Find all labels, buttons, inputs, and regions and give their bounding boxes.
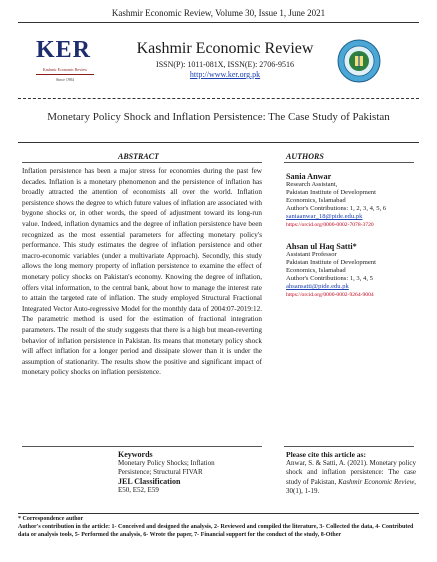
keywords-block: [118, 450, 246, 495]
logo-letters: KER: [36, 37, 92, 63]
header-rule: [18, 22, 419, 23]
author-card: [286, 172, 421, 229]
keywords-rule: [22, 446, 262, 447]
footer-notes: [18, 515, 419, 539]
author-contributions: Author's Contributions: 1, 2, 3, 4, 5, 6: [286, 205, 387, 212]
logo-since: Since 1984: [56, 77, 74, 82]
keywords-text: Monetary Policy Shocks; Inflation Persistence; Structural FIVAR: [118, 459, 215, 476]
running-head: Kashmir Economic Review, Volume 30, Issue 1, June 2021: [111, 8, 326, 18]
citation-text: [286, 459, 416, 497]
author-name: Sania Anwar: [286, 172, 332, 181]
citation-heading: Please cite this article as:: [286, 450, 366, 459]
correspondence-note: * Correspondence author: [18, 516, 84, 522]
logo-subtitle: Kashmir Economic Review: [42, 67, 88, 72]
ker-logo: [30, 37, 100, 91]
citation-rule: [284, 446, 414, 447]
university-seal-icon: [337, 39, 381, 83]
author-affiliation: Economics, Islamabad: [286, 197, 346, 204]
paper-title: Monetary Policy Shock and Inflation Persistence: The Case Study of Pakistan: [47, 111, 390, 123]
author-affiliation: Pakistan Institute of Development: [286, 259, 376, 266]
abstract-rule: [22, 162, 262, 163]
header-dashed-rule: [18, 98, 419, 99]
contribution-note: Author's contribution in the article: 1- Conceived and designed the analysis, 2- Reviewed and compiled the literature, 3- Collected the data, 4- Contributed data or analysis tools, 5- Performed the analysis, 6- Wrote the paper, 7- Financial support for the conduct of the study, 8-Other: [18, 524, 414, 538]
author-email-link[interactable]: ahsansatti@pide.edu.pk: [286, 283, 349, 290]
jel-heading: JEL Classification: [118, 477, 181, 486]
author-contributions: Author's Contributions: 1, 3, 4, 5: [286, 275, 373, 282]
citation-part: Anwar, S. & Satti, A. (2021). Monetary policy shock and inflation persistence: The case study of Pakistan,: [286, 459, 416, 486]
authors-heading: AUTHORS: [286, 152, 324, 161]
author-affiliation: Pakistan Institute of Development: [286, 189, 376, 196]
abstract-heading: ABSTRACT: [118, 152, 159, 161]
footer-rule: [18, 513, 419, 514]
citation-part: , 30(1), 1-19.: [286, 477, 416, 496]
logo-divider: [36, 74, 94, 75]
author-role: Research Assistant,: [286, 181, 338, 188]
citation-block: [286, 450, 416, 497]
citation-journal: Kashmir Economic Review: [338, 477, 415, 486]
title-rule: [18, 142, 419, 143]
abstract-text: Inflation persistence has been a major stress for economies during the past few decades. Inflation is a monetary phenomenon and the persistence of inflation has broadly attracted the attention of economists all over the world. Inflation persistence shows the degree to which future values of inflation are associated with bygone shocks or, in other words, the speed of adjustment toward its long-run value. Indeed, inflation dynamics and the degree of inflation persistence have been recognized as the most essential parameters for affecting monetary policy's performance. This study estimates the degree of inflation persistence and other macro-economic variables (under a multivariate Approach). Secondly, this study allows the long memory property of inflation persistence to examine the effect of monetary policy shocks on Pakistan's economy. Knowing the degree of inflation, offers vital information, to the central bank, about how to manage the interest rate to attain the targeted rate of inflation. The study employed Structural Fractional Integrated Vector Auto-regressive Model for the monthly data of 2004:07-2019:12. The parametric method is used for the estimation of fractional integration parameters. The result of the study suggests that there is a high but mean-reverting behavior of inflation persistence in Pakistan. Its means that monetary policy shock will affect inflation for a longer period and dissipate slower than it is under the assumption of stationarity. The results show the positive and significant impact of monetary policy shocks on inflation persistence.: [22, 167, 262, 377]
author-name: Ahsan ul Haq Satti*: [286, 242, 357, 251]
author-affiliation: Economics, Islamabad: [286, 267, 346, 274]
journal-title: Kashmir Economic Review: [136, 40, 314, 57]
issn-line: ISSN(P): 1011-081X, ISSN(E): 2706-9516: [156, 60, 294, 69]
author-card: [286, 242, 421, 299]
author-role: Assistant Professor: [286, 251, 337, 258]
author-orcid-link[interactable]: https://orcid.org/0000-0002-9264-9004: [286, 292, 374, 298]
jel-codes: E50, E52, E59: [118, 486, 159, 494]
author-email-link[interactable]: saniaanwar_18@pide.edu.pk: [286, 213, 363, 220]
keywords-heading: Keywords: [118, 450, 153, 459]
author-orcid-link[interactable]: https://orcid.org/0000-0002-7078-3720: [286, 222, 374, 228]
authors-rule: [284, 162, 414, 163]
journal-url-link[interactable]: http://www.ker.org.pk: [189, 70, 261, 79]
